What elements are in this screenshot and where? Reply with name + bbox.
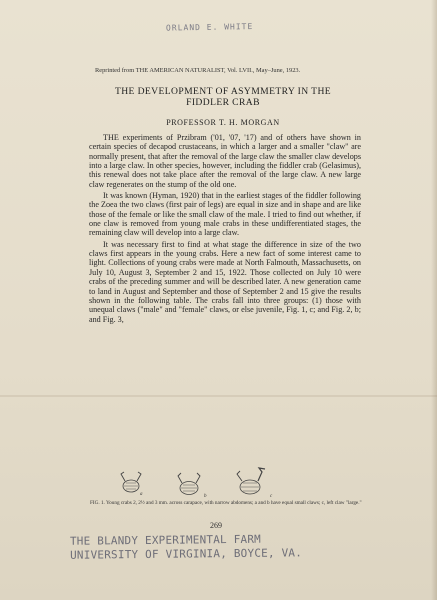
stamp-line-1: THE BLANDY EXPERIMENTAL FARM xyxy=(69,532,262,548)
crab-c-illustration xyxy=(230,466,273,499)
figure-label-c: c xyxy=(270,494,273,499)
page-edge-shadow xyxy=(431,0,437,600)
article-title xyxy=(78,86,368,108)
paragraph-1: THE experiments of Przibram ('01, '07, '17) and of others have shown in certain species of decapod crustaceans, in which a larger and a smaller "claw" are normally present, that after the removal of the large claw the smaller claw develops into a large claw. In other species, however, including the fiddler crab (Gelasimus), this renewal does not take place after the removal of the large claw. A new large claw regenerates on the stump of the old one. xyxy=(89,133,361,189)
figure-caption: FIG. 1. Young crabs 2, 2½ and 3 mm. across carapace, with narrow abdomens; a and b have equal small claws; c, left claw "large." xyxy=(90,500,362,506)
stamp-line-2: UNIVERSITY OF VIRGINIA, BOYCE, VA. xyxy=(70,546,303,562)
title-line-2: FIDDLER CRAB xyxy=(186,97,260,108)
author-line: PROFESSOR T. H. MORGAN xyxy=(166,118,280,127)
page-number: 269 xyxy=(210,521,222,530)
figure-label-a: a xyxy=(140,492,143,497)
title-line-1: THE DEVELOPMENT OF ASYMMETRY IN THE xyxy=(114,86,332,97)
article-body xyxy=(89,133,361,326)
institution-stamp xyxy=(70,531,400,562)
paragraph-2: It was known (Hyman, 1920) that in the earliest stages of the fiddler following the Zoea the two claws (first pair of legs) are equal in size and in shape and are like those of the female or like the small claw of the male. I tried to find out whether, if one claw is removed from young male crabs in these undifferentiated stages, the remaining claw will develop into a large claw. xyxy=(89,191,361,238)
paragraph-3: It was necessary first to find at what stage the difference in size of the two claws first appears in the young crabs. Here a new fact of some interest came to light. Collections of young crabs were made at North Falmouth, Massachusetts, on July 10, August 3, September 2 and 15, 1922. Those collected on July 10 were crabs of the preceding summer and will be described later. A new generation came to land in August and September and those of September 2 and 15 give the results shown in the following table. The crabs fall into three groups: (1) those with unequal claws ("male" and "female" claws, or else juvenile, Fig. 1, c; and Fig. 2, b; and Fig. 3, xyxy=(89,239,361,324)
page-fold xyxy=(0,395,437,397)
crab-b-illustration xyxy=(172,470,206,498)
owner-stamp: ORLAND E. WHITE xyxy=(165,22,254,33)
reprint-note: Reprinted from THE AMERICAN NATURALIST, Vol. LVII., May–June, 1923. xyxy=(95,67,301,74)
figure-label-b: b xyxy=(204,494,207,499)
